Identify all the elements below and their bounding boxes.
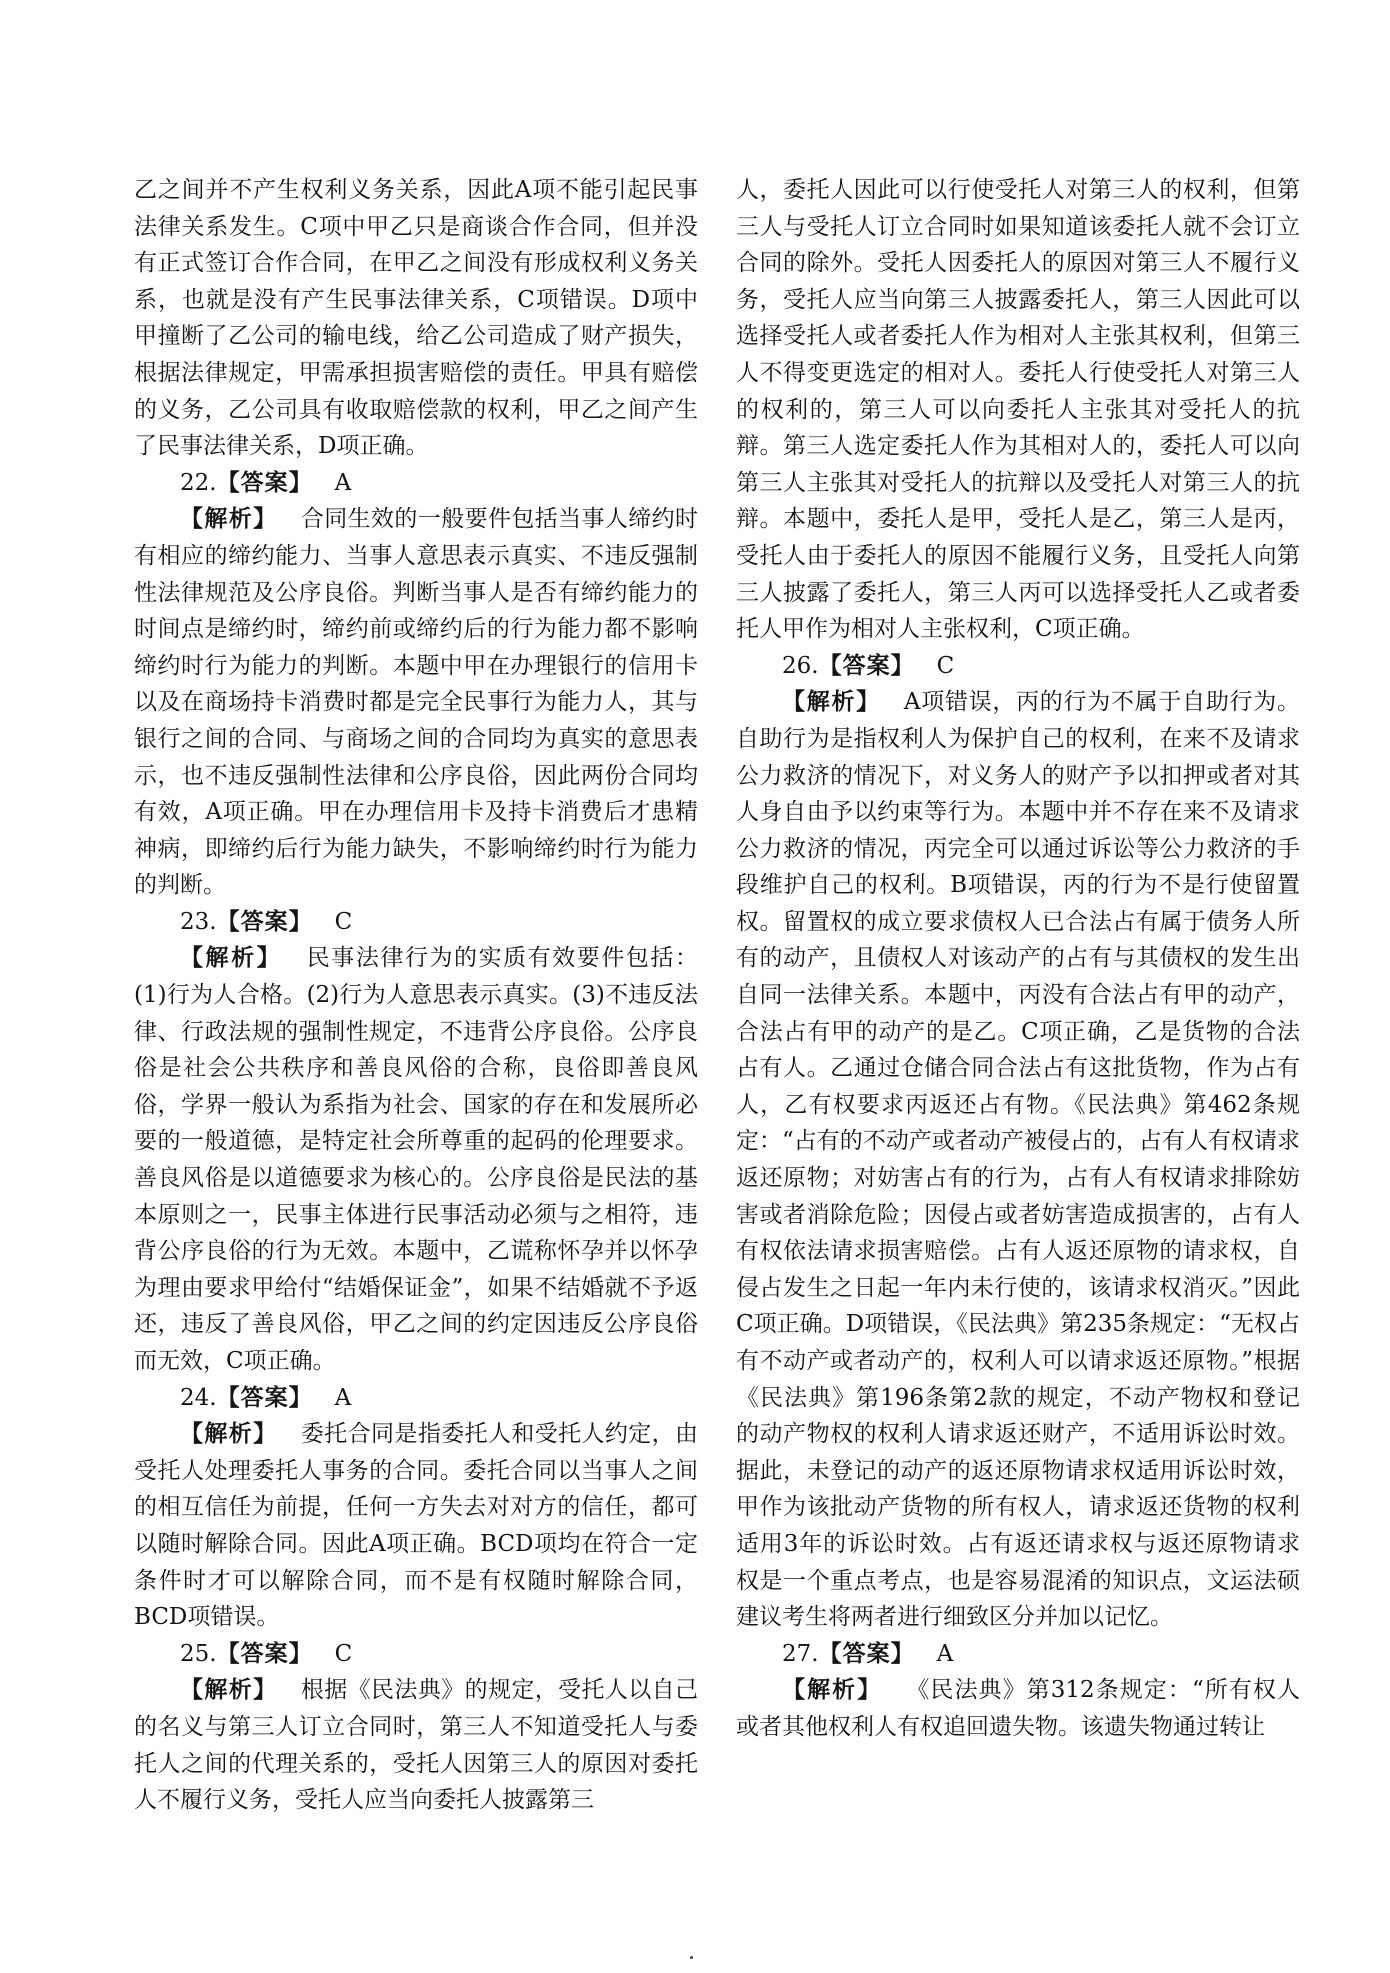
explanation-text: 民事法律行为的实质有效要件包括：(1)行为人合格。(2)行为人意思表示真实。(3)不违反法律、行政法规的强制性规定，不违背公序良俗。公序良俗是社会公共秩序和善良风俗的合称，良俗即善良风俗，学界一般认为系指为社会、国家的存在和发展所必要的一般道德，是特定社会所尊重的起码的伦理要求。善良风俗是以道德要求为核心的。公序良俗是民法的基本原则之一，民事主体进行民事活动必须与之相符，违背公序良俗的行为无效。本题中，乙谎称怀孕并以怀孕为理由要求甲给付“结婚保证金”，如果不结婚就不予返还，违反了善良风俗，甲乙之间的约定因违反公序良俗而无效，C项正确。 bbox=[134, 945, 699, 1374]
left-column bbox=[134, 172, 698, 1819]
answer-value: A bbox=[334, 1384, 352, 1411]
answer-value: A bbox=[334, 469, 352, 496]
paragraph-continuation: 乙之间并不产生权利义务关系，因此A项不能引起民事法律关系发生。C项中甲乙只是商谈合作合同，但并没有正式签订合作合同，在甲乙之间没有形成权利义务关系，也就是没有产生民事法律关系，C项错误。D项中甲撞断了乙公司的输电线，给乙公司造成了财产损失，根据法律规定，甲需承担损害赔偿的责任。甲具有赔偿的义务，乙公司具有收取赔偿款的权利，甲乙之间产生了民事法律关系，D项正确。 bbox=[134, 177, 698, 460]
answer-tag: 【答案】 bbox=[216, 469, 313, 496]
question-number: 24. bbox=[180, 1384, 217, 1411]
answer-25 bbox=[134, 1636, 698, 1673]
explanation-26 bbox=[736, 684, 1300, 1635]
explanation-text: A项错误，丙的行为不属于自助行为。自助行为是指权利人为保护自己的权利，在来不及请求公力救济的情况下，对义务人的财产予以扣押或者对其人身自由予以约束等行为。本题中并不存在来不及请求公力救济的情况，丙完全可以通过诉讼等公力救济的手段维护自己的权利。B项错误，丙的行为不是行使留置权。留置权的成立要求债权人已合法占有属于债务人所有的动产，且债权人对该动产的占有与其债权的发生出自同一法律关系。本题中，丙没有合法占有甲的动产，合法占有甲的动产的是乙。C项正确，乙是货物的合法占有人。乙通过仓储合同合法占有这批货物，作为占有人，乙有权要求丙返还占有物。《民法典》第462条规定：“占有的不动产或者动产被侵占的，占有人有权请求返还原物；对妨害占有的行为，占有人有权请求排除妨害或者消除危险；因侵占或者妨害造成损害的，占有人有权依法请求损害赔偿。占有人返还原物的请求权，自侵占发生之日起一年内未行使的，该请求权消灭。”因此C项正确。D项错误，《民法典》第235条规定：“无权占有不动产或者动产的，权利人可以请求返还原物。”根据《民法典》第196条第2款的规定，不动产物权和登记的动产物权的权利人请求返还财产，不适用诉讼时效。据此，未登记的动产的返还原物请求权适用诉讼时效，甲作为该批动产货物的所有权人，请求返还货物的权利适用3年的诉讼时效。占有返还请求权与返还原物请求权是一个重点考点，也是容易混淆的知识点，文运法硕建议考生将两者进行细致区分并加以记忆。 bbox=[736, 689, 1300, 1631]
answer-tag: 【答案】 bbox=[216, 908, 313, 935]
explanation-tag: 【解析】 bbox=[782, 1677, 883, 1704]
answer-tag: 【答案】 bbox=[216, 1384, 313, 1411]
explanation-tag: 【解析】 bbox=[180, 506, 278, 533]
explanation-tag: 【解析】 bbox=[180, 1421, 278, 1448]
explanation-22 bbox=[134, 501, 698, 904]
answer-value: C bbox=[334, 1640, 353, 1667]
question-number: 23. bbox=[180, 908, 217, 935]
answer-value: A bbox=[936, 1640, 954, 1667]
explanation-text: 根据《民法典》的规定，受托人以自己的名义与第三人订立合同时，第三人不知道受托人与委托人之间的代理关系的，受托人因第三人的原因对委托人不履行义务，受托人应当向委托人披露第三 bbox=[134, 1677, 699, 1814]
question-number: 25. bbox=[180, 1640, 217, 1667]
explanation-text: 委托合同是指委托人和受托人约定，由受托人处理委托人事务的合同。委托合同以当事人之间的相互信任为前提，任何一方失去对对方的信任，都可以随时解除合同。因此A项正确。BCD项均在符合一定条件时才可以解除合同，而不是有权随时解除合同，BCD项错误。 bbox=[134, 1421, 699, 1631]
scan-speck bbox=[690, 1956, 693, 1959]
answer-value: C bbox=[936, 652, 955, 679]
paragraph-continuation: 人，委托人因此可以行使受托人对第三人的权利，但第三人与受托人订立合同时如果知道该委托人就不会订立合同的除外。受托人因委托人的原因对第三人不履行义务，受托人应当向第三人披露委托人，第三人因此可以选择受托人或者委托人作为相对人主张其权利，但第三人不得变更选定的相对人。委托人行使受托人对第三人的权利的，第三人可以向委托人主张其对受托人的抗辩。第三人选定委托人作为其相对人的，委托人可以向第三人主张其对受托人的抗辩以及受托人对第三人的抗辩。本题中，委托人是甲，受托人是乙，第三人是丙，受托人由于委托人的原因不能履行义务，且受托人向第三人披露了委托人，第三人丙可以选择受托人乙或者委托人甲作为相对人主张权利，C项正确。 bbox=[736, 177, 1300, 643]
explanation-24 bbox=[134, 1416, 698, 1636]
explanation-tag: 【解析】 bbox=[782, 689, 881, 716]
answer-22 bbox=[134, 465, 698, 502]
answer-24 bbox=[134, 1380, 698, 1417]
explanation-25 bbox=[134, 1672, 698, 1818]
answer-value: C bbox=[334, 908, 353, 935]
answer-23 bbox=[134, 904, 698, 941]
question-number: 22. bbox=[180, 469, 217, 496]
right-column bbox=[736, 172, 1300, 1746]
answer-27 bbox=[736, 1636, 1300, 1673]
question-number: 26. bbox=[782, 652, 819, 679]
explanation-tag: 【解析】 bbox=[180, 945, 283, 972]
answer-tag: 【答案】 bbox=[818, 652, 915, 679]
question-number: 27. bbox=[782, 1640, 819, 1667]
explanation-23 bbox=[134, 940, 698, 1379]
answer-tag: 【答案】 bbox=[818, 1640, 915, 1667]
answer-26 bbox=[736, 648, 1300, 685]
explanation-27 bbox=[736, 1672, 1300, 1745]
explanation-text: 合同生效的一般要件包括当事人缔约时有相应的缔约能力、当事人意思表示真实、不违反强制性法律规范及公序良俗。判断当事人是否有缔约能力的时间点是缔约时，缔约前或缔约后的行为能力都不影响缔约时行为能力的判断。本题中甲在办理银行的信用卡以及在商场持卡消费时都是完全民事行为能力人，其与银行之间的合同、与商场之间的合同均为真实的意思表示，也不违反强制性法律和公序良俗，因此两份合同均有效，A项正确。甲在办理信用卡及持卡消费后才患精神病，即缔约后行为能力缺失，不影响缔约时行为能力的判断。 bbox=[134, 506, 699, 899]
explanation-tag: 【解析】 bbox=[180, 1677, 278, 1704]
explanation-text: 《民法典》第312条规定：“所有权人或者其他权利人有权追回遗失物。该遗失物通过转让 bbox=[736, 1677, 1300, 1740]
answer-tag: 【答案】 bbox=[216, 1640, 313, 1667]
